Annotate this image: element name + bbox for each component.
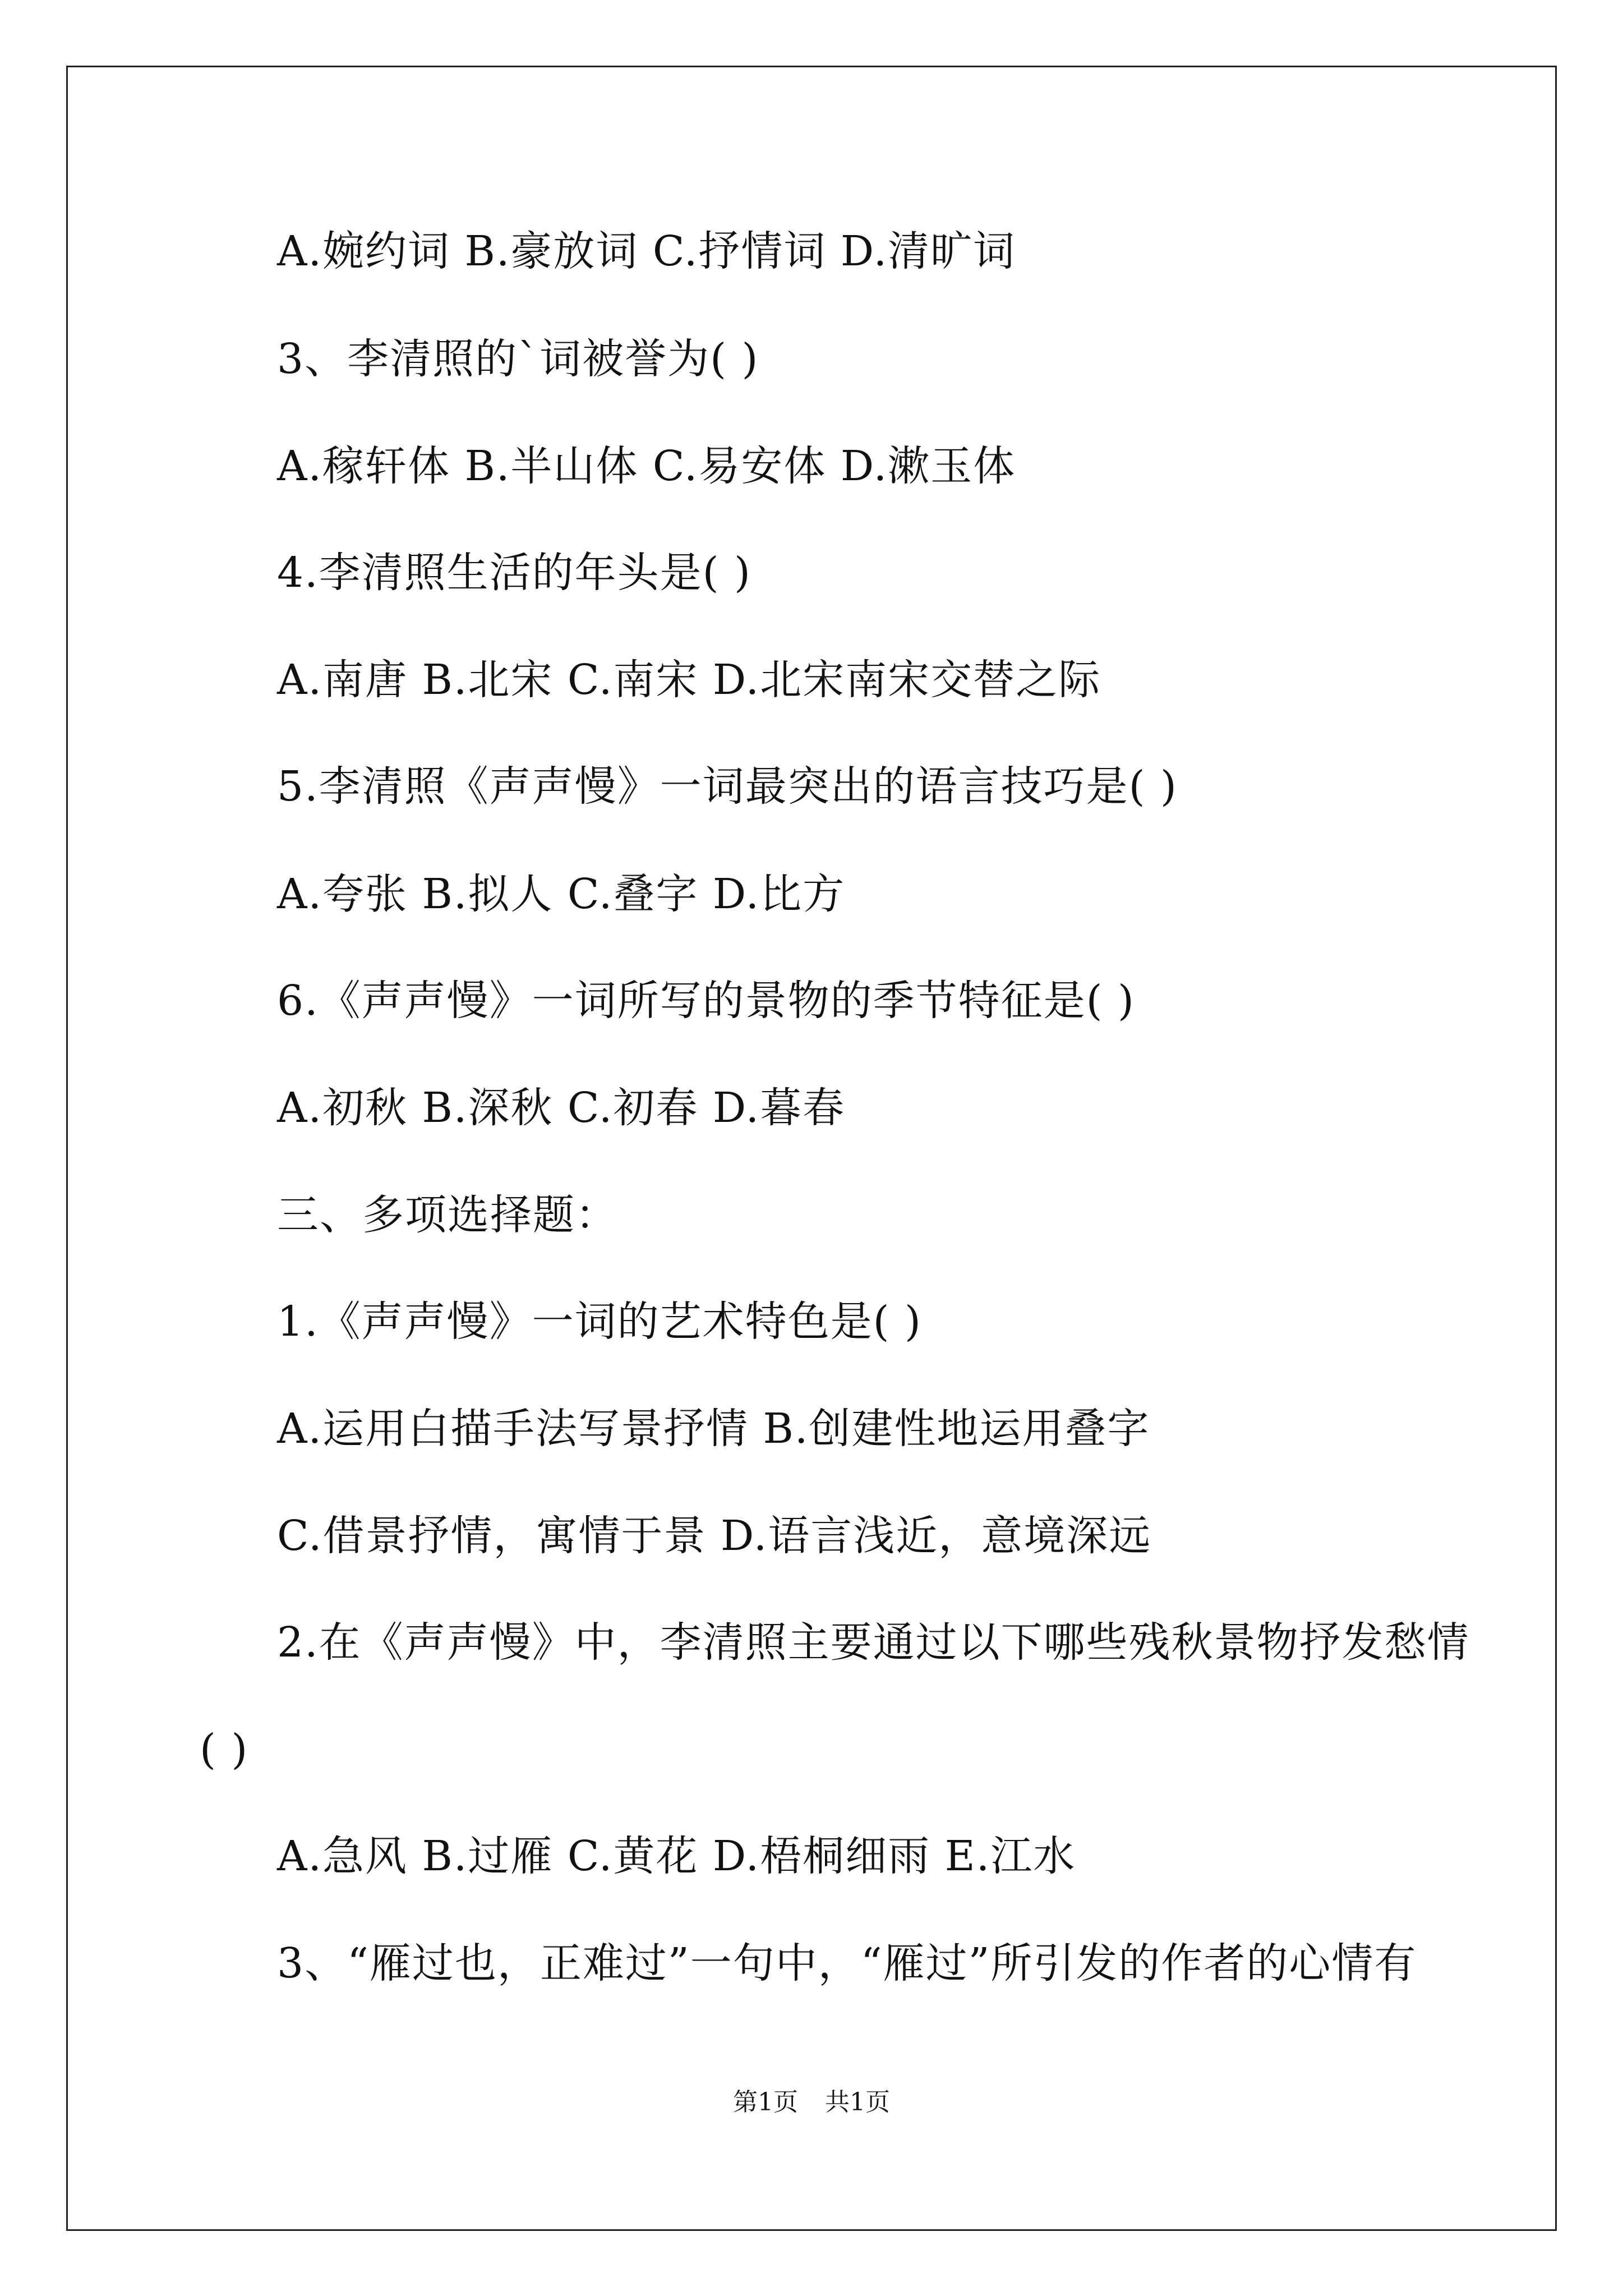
mc-question-2-bracket: ( ) — [200, 1726, 249, 1774]
option-line-q3: A.稼轩体 B.半山体 C.易安体 D.漱玉体 — [277, 442, 1016, 490]
page-number-label: 第1页 — [733, 2088, 798, 2116]
page-border — [66, 66, 1557, 2231]
mc-option-line-2: A.急风 B.过雁 C.黄花 D.梧桐细雨 E.江水 — [277, 1832, 1076, 1880]
mc-question-1: 1.《声声慢》一词的艺术特色是( ) — [277, 1297, 922, 1346]
question-4: 4.李清照生活的年头是( ) — [277, 549, 751, 597]
question-3: 3、李清照的`词被誉为( ) — [277, 335, 759, 383]
question-5: 5.李清照《声声慢》一词最突出的语言技巧是( ) — [277, 762, 1178, 811]
total-pages-label: 共1页 — [825, 2088, 890, 2116]
mc-option-line-1b: C.借景抒情，寓情于景 D.语言浅近，意境深远 — [277, 1512, 1152, 1560]
mc-option-line-1a: A.运用白描手法写景抒情 B.创建性地运用叠字 — [277, 1405, 1150, 1453]
question-6: 6.《声声慢》一词所写的景物的季节特征是( ) — [277, 977, 1135, 1025]
option-line-q2: A.婉约词 B.豪放词 C.抒情词 D.清旷词 — [277, 227, 1016, 275]
section-heading-multiple-choice: 三、多项选择题： — [277, 1191, 618, 1239]
option-line-q6: A.初秋 B.深秋 C.初春 D.暮春 — [277, 1084, 846, 1132]
page-footer — [0, 2086, 1623, 2119]
mc-question-3: 3、“雁过也，正难过”一句中，“雁过”所引发的作者的心情有 — [277, 1939, 1417, 1987]
mc-question-2: 2.在《声声慢》中，李清照主要通过以下哪些残秋景物抒发愁情 — [277, 1618, 1470, 1667]
option-line-q5: A.夸张 B.拟人 C.叠字 D.比方 — [277, 870, 846, 918]
option-line-q4: A.南唐 B.北宋 C.南宋 D.北宋南宋交替之际 — [277, 656, 1101, 704]
